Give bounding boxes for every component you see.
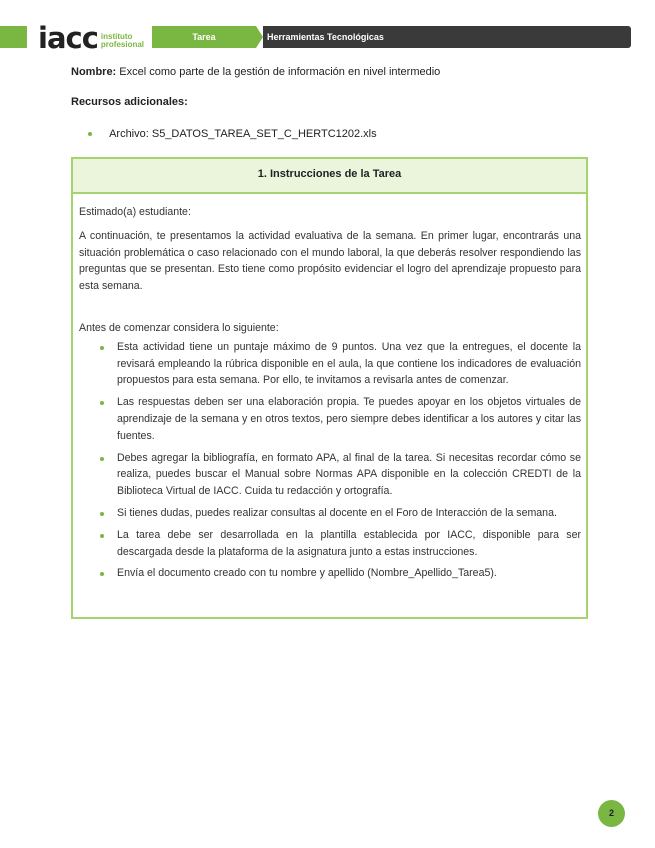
name-value: Excel como parte de la gestión de información en nivel intermedio	[116, 66, 441, 78]
page-header	[0, 21, 655, 55]
list-item: La tarea debe ser desarrollada en la plantilla establecida por IACC, disponible para ser descargada desde la plataforma de la asignatura junto a estas instrucciones.	[117, 527, 581, 561]
greeting: Estimado(a) estudiante:	[79, 206, 191, 218]
instructions-body	[73, 194, 586, 582]
list-item: Si tienes dudas, puedes realizar consultas al docente en el Foro de Interacción de la semana.	[117, 505, 581, 522]
section-tab-tarea: Tarea	[152, 26, 256, 48]
logo-sub-line2: profesional	[100, 40, 145, 49]
list-item: Envía el documento creado con tu nombre y apellido (Nombre_Apellido_Tarea5).	[117, 565, 581, 582]
resource-file-name: Archivo: S5_DATOS_TAREA_SET_C_HERTC1202.xls	[109, 128, 377, 140]
list-item: Esta actividad tiene un puntaje máximo de 9 puntos. Una vez que la entregues, el docente la revisará empleando la rúbrica disponible en el aula, la que contiene los indicadores de evaluación propuestos para esta semana. Por ello, te invitamos a revisarla antes de comenzar.	[117, 339, 581, 389]
header-accent-block	[0, 26, 27, 48]
list-item: Las respuestas deben ser una elaboración propia. Te puedes apoyar en los objetos virtuales de aprendizaje de la semana y en otros textos, pero siempre debes identificar a los autores y citar las fuentes.	[117, 394, 581, 444]
name-label: Nombre:	[71, 66, 117, 78]
intro-paragraph: A continuación, te presentamos la actividad evaluativa de la semana. En primer lugar, encontrarás una situación problemática o caso relacionado con el mundo laboral, la que deberás resolver respondiendo las preguntas que se presentan. Esto tiene como propósito evidenciar el logro del aprendizaje propuesto para esta semana.	[79, 229, 581, 293]
course-title-bar: Herramientas Tecnológicas	[263, 26, 631, 48]
list-item: Debes agregar la bibliografía, en formato APA, al final de la tarea. Si necesitas recordar cómo se realiza, puedes buscar el Manual sobre Normas APA disponible en la colección CREDTI de la Biblioteca Virtual de IACC. Cuida tu redacción y ortografía.	[117, 450, 581, 500]
resources-label: Recursos adicionales:	[71, 96, 188, 108]
logo-subtitle	[101, 33, 144, 49]
iacc-logo	[38, 21, 145, 55]
resources-heading	[71, 96, 188, 108]
tab-arrow-icon	[256, 26, 263, 48]
page-number-badge: 2	[598, 800, 625, 827]
before-label: Antes de comenzar considera lo siguiente:	[79, 321, 279, 334]
assignment-name	[71, 66, 440, 78]
instructions-title: 1. Instrucciones de la Tarea	[73, 159, 586, 194]
instructions-box	[71, 157, 588, 619]
instruction-list	[79, 339, 581, 582]
logo-wordmark: iacc	[38, 21, 98, 55]
logo-sub-line1: instituto	[100, 32, 133, 41]
bullet-icon	[88, 132, 92, 136]
resource-list-item	[88, 128, 377, 140]
